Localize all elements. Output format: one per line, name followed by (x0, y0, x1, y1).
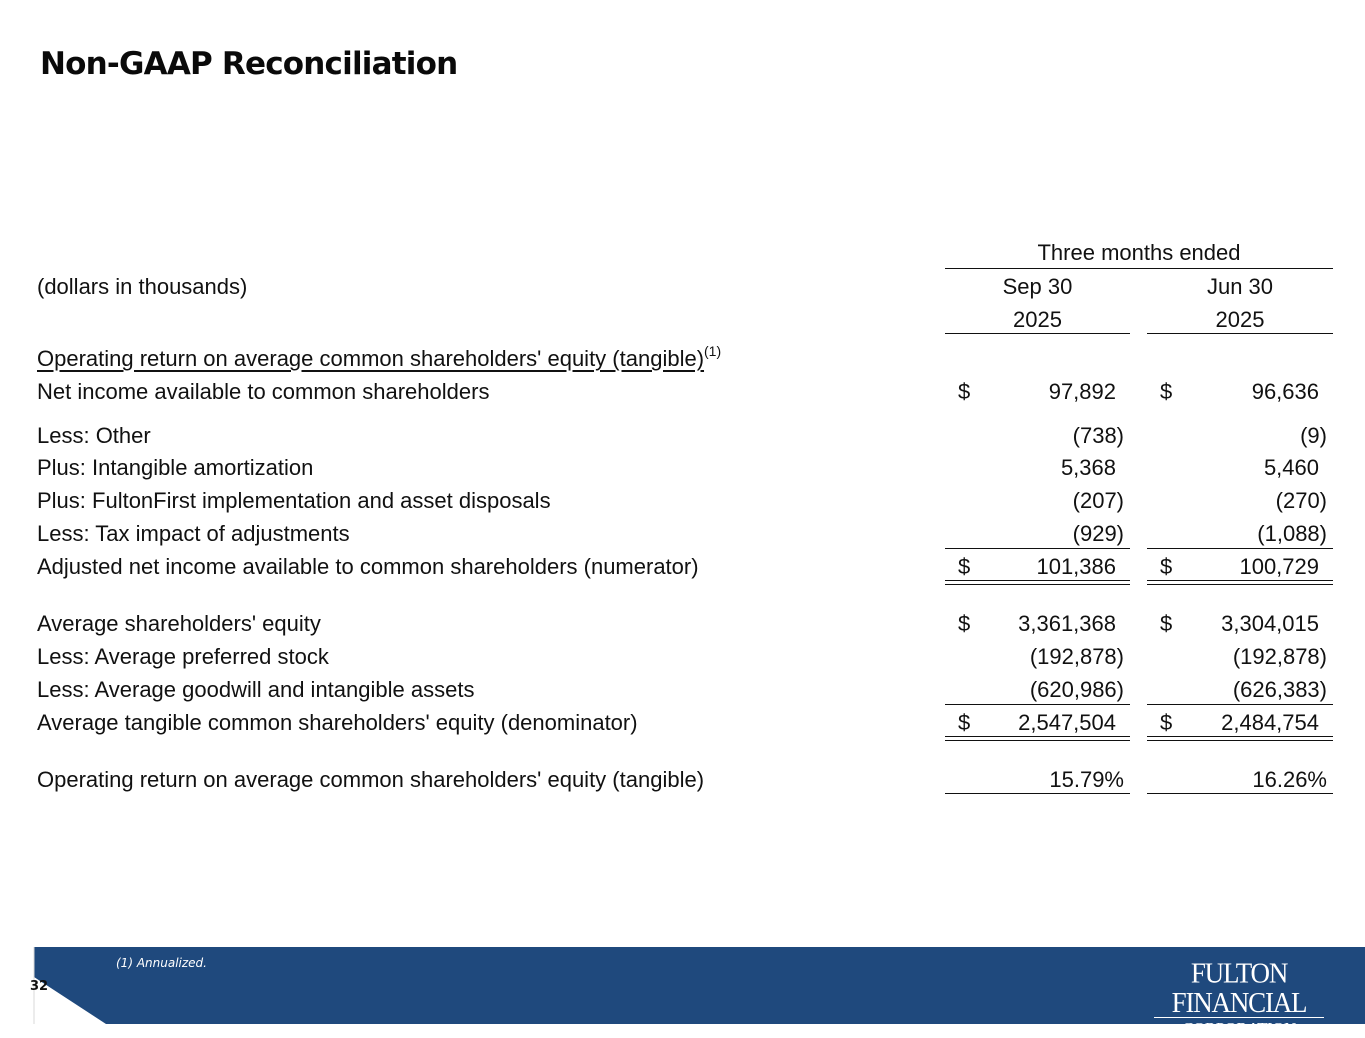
row-label-adjusted-net-income: Adjusted net income available to common shareholders (numerator) (37, 554, 699, 579)
footnote-marker: (1) (704, 343, 722, 359)
operating-return-col2: 16.26% (1252, 767, 1327, 792)
row-label-plus-fultonfirst: Plus: FultonFirst implementation and asset disposals (37, 488, 551, 513)
row-label-less-goodwill: Less: Average goodwill and intangible assets (37, 677, 475, 702)
row-label-avg-equity: Average shareholders' equity (37, 611, 321, 636)
subtotal-rule (1147, 704, 1333, 705)
less-other-col2: (9) (1300, 423, 1327, 448)
page-title: Non-GAAP Reconciliation (40, 46, 458, 82)
adjusted-net-income-col2: 100,729 (1239, 554, 1319, 579)
row-label-net-income: Net income available to common shareholders (37, 379, 490, 404)
currency-symbol: $ (1160, 710, 1173, 735)
plus-intangible-col2: 5,460 (1263, 455, 1319, 480)
avg-equity-col1: 3,361,368 (1018, 611, 1116, 636)
row-label-avg-tangible-equity: Average tangible common shareholders' equity (denominator) (37, 710, 638, 735)
result-rule (945, 793, 1130, 794)
currency-symbol: $ (1160, 554, 1173, 579)
subtotal-rule (945, 704, 1130, 705)
less-other-col1: (738) (1072, 423, 1124, 448)
row-label-operating-return: Operating return on average common shareholders' equity (tangible) (37, 767, 705, 792)
net-income-col2: 96,636 (1251, 379, 1319, 404)
less-tax-col2: (1,088) (1257, 521, 1327, 546)
row-label-less-other: Less: Other (37, 423, 151, 448)
total-double-rule (945, 736, 1130, 741)
less-preferred-col1: (192,878) (1029, 644, 1124, 669)
avg-tangible-equity-col1: 2,547,504 (1018, 710, 1116, 735)
plus-intangible-col1: 5,368 (1060, 455, 1116, 480)
logo-wordmark: FULTON FINANCIAL (1171, 957, 1307, 1019)
operating-return-col1: 15.79% (1049, 767, 1124, 792)
currency-symbol: $ (958, 710, 971, 735)
less-preferred-col2: (192,878) (1232, 644, 1327, 669)
col2-month-day: Jun 30 (1206, 274, 1274, 299)
net-income-col1: 97,892 (1048, 379, 1116, 404)
page-number: 32 (30, 979, 49, 994)
avg-equity-col2: 3,304,015 (1221, 611, 1319, 636)
subtotal-rule (1147, 548, 1333, 549)
plus-fultonfirst-col1: (207) (1072, 488, 1124, 513)
result-rule (1147, 793, 1333, 794)
subtotal-rule (945, 548, 1130, 549)
currency-symbol: $ (958, 554, 971, 579)
col2-year: 2025 (1215, 307, 1265, 332)
logo-subtitle: CORPORATION (1182, 1019, 1296, 1038)
total-double-rule (1147, 736, 1333, 741)
less-goodwill-col2: (626,383) (1232, 677, 1327, 702)
header-rule (945, 268, 1333, 269)
total-double-rule (1147, 580, 1333, 585)
col2-header-underline (1147, 333, 1333, 334)
less-goodwill-col1: (620,986) (1029, 677, 1124, 702)
col1-year: 2025 (1013, 307, 1062, 332)
col1-month-day: Sep 30 (1002, 274, 1073, 299)
section-title (37, 343, 722, 372)
row-label-less-tax: Less: Tax impact of adjustments (37, 521, 350, 546)
row-label-less-preferred: Less: Average preferred stock (37, 644, 329, 669)
section-title-text: Operating return on average common shareholders' equity (tangible) (37, 346, 705, 371)
row-label-plus-intangible: Plus: Intangible amortization (37, 455, 314, 480)
currency-symbol: $ (958, 611, 971, 636)
col1-header-underline (945, 333, 1130, 334)
currency-symbol: $ (1160, 611, 1173, 636)
units-label: (dollars in thousands) (37, 274, 248, 299)
avg-tangible-equity-col2: 2,484,754 (1221, 710, 1319, 735)
period-header: Three months ended (1037, 240, 1241, 265)
company-logo (1150, 957, 1328, 1038)
currency-symbol: $ (1160, 379, 1173, 404)
adjusted-net-income-col1: 101,386 (1036, 554, 1116, 579)
plus-fultonfirst-col2: (270) (1275, 488, 1327, 513)
less-tax-col1: (929) (1072, 521, 1124, 546)
footnote: (1) Annualized. (116, 956, 207, 970)
currency-symbol: $ (958, 379, 971, 404)
total-double-rule (945, 580, 1130, 585)
